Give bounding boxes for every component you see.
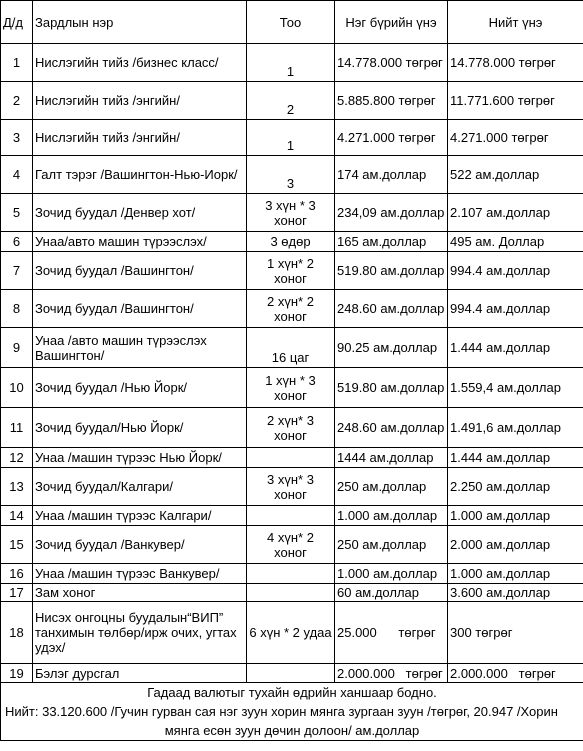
row-unit-price: 90.25 ам.доллар — [335, 328, 448, 368]
row-unit-price: 519.80 ам.доллар — [335, 252, 448, 290]
table-row — [1, 408, 583, 448]
row-number: 18 — [1, 602, 33, 664]
row-expense-name: Зам хоног — [33, 584, 247, 602]
row-expense-name: Унаа/авто машин түрээслэх/ — [33, 232, 247, 252]
row-expense-name: Бэлэг дурсгал — [33, 664, 247, 683]
row-quantity — [247, 506, 335, 526]
row-expense-name: Нислэгийн тийз /бизнес класс/ — [33, 44, 247, 82]
table-row — [1, 468, 583, 506]
row-expense-name: Галт тэрэг /Вашингтон-Нью-Иорк/ — [33, 156, 247, 194]
row-quantity: 3 — [247, 156, 335, 194]
row-number: 10 — [1, 368, 33, 408]
row-expense-name: Унаа /авто машин түрээслэх Вашингтон/ — [33, 328, 247, 368]
row-quantity — [247, 664, 335, 683]
grand-total-line-2: мянга есөн зуун дөчин долоон/ ам.доллар — [164, 723, 420, 738]
row-number: 9 — [1, 328, 33, 368]
row-number: 5 — [1, 194, 33, 232]
row-expense-name: Зочид буудал/Калгари/ — [33, 468, 247, 506]
row-quantity: 2 хүн* 3 хоног — [247, 408, 335, 448]
row-unit-price: 4.271.000 төгрөг — [335, 120, 448, 156]
row-total-price: 4.271.000 төгрөг — [448, 120, 583, 156]
row-unit-price: 1.000 ам.доллар — [335, 564, 448, 584]
table-row — [1, 526, 583, 564]
row-expense-name: Унаа /машин түрээс Ванкувер/ — [33, 564, 247, 584]
row-expense-name: Зочид буудал /Вашингтон/ — [33, 252, 247, 290]
grand-total-line-1: Нийт: 33.120.600 /Гучин гурван сая нэг зуун хорин мянга зургаан зуун /төгрөг, 20.947 /Хорин — [5, 704, 558, 719]
table-row — [1, 664, 583, 683]
row-number: 2 — [1, 82, 33, 120]
row-quantity: 6 хүн * 2 удаа — [247, 602, 335, 664]
row-total-price: 522 ам.доллар — [448, 156, 583, 194]
table-row — [1, 290, 583, 328]
row-unit-price: 519.80 ам.доллар — [335, 368, 448, 408]
table-row — [1, 44, 583, 82]
row-unit-price: 1.000 ам.доллар — [335, 506, 448, 526]
row-unit-price: 14.778.000 төгрөг — [335, 44, 448, 82]
row-quantity: 3 хүн * 3 хоног — [247, 194, 335, 232]
row-unit-price: 248.60 ам.доллар — [335, 408, 448, 448]
row-number: 4 — [1, 156, 33, 194]
row-total-price: 2.000.000 төгрөг — [448, 664, 583, 683]
row-quantity: 4 хүн* 2 хоног — [247, 526, 335, 564]
table-row — [1, 368, 583, 408]
table-row — [1, 506, 583, 526]
row-number: 7 — [1, 252, 33, 290]
table-row — [1, 584, 583, 602]
row-total-price: 1.444 ам.доллар — [448, 448, 583, 468]
row-total-price: 300 төгрөг — [448, 602, 583, 664]
row-total-price: 2.250 ам.доллар — [448, 468, 583, 506]
row-number: 3 — [1, 120, 33, 156]
row-quantity — [247, 564, 335, 584]
row-quantity — [247, 584, 335, 602]
table-footer — [1, 683, 583, 741]
row-total-price: 994.4 ам.доллар — [448, 290, 583, 328]
row-number: 11 — [1, 408, 33, 448]
row-total-price: 1.000 ам.доллар — [448, 506, 583, 526]
row-total-price: 1.000 ам.доллар — [448, 564, 583, 584]
table-row — [1, 82, 583, 120]
row-unit-price: 250 ам.доллар — [335, 468, 448, 506]
table-row — [1, 156, 583, 194]
row-number: 1 — [1, 44, 33, 82]
row-total-price: 1.491,6 ам.доллар — [448, 408, 583, 448]
table-row — [1, 564, 583, 584]
row-quantity: 2 — [247, 82, 335, 120]
row-total-price: 11.771.600 төгрөг — [448, 82, 583, 120]
header-quantity: Тоо — [247, 1, 335, 44]
header-number: Д/д — [1, 1, 33, 44]
row-unit-price: 5.885.800 төгрөг — [335, 82, 448, 120]
row-unit-price: 248.60 ам.доллар — [335, 290, 448, 328]
row-total-price: 994.4 ам.доллар — [448, 252, 583, 290]
row-quantity: 1 хүн * 3 хоног — [247, 368, 335, 408]
row-unit-price: 25.000 төгрөг — [335, 602, 448, 664]
row-number: 16 — [1, 564, 33, 584]
row-quantity — [247, 448, 335, 468]
currency-note: Гадаад валютыг тухайн өдрийн ханшаар бодно. — [147, 685, 437, 700]
table-row — [1, 252, 583, 290]
row-quantity: 16 цаг — [247, 328, 335, 368]
row-total-price: 1.559,4 ам.доллар — [448, 368, 583, 408]
table-row — [1, 602, 583, 664]
row-unit-price: 1444 ам.доллар — [335, 448, 448, 468]
row-expense-name: Нислэгийн тийз /энгийн/ — [33, 82, 247, 120]
row-total-price: 495 ам. Доллар — [448, 232, 583, 252]
row-expense-name: Зочид буудал /Нью Йорк/ — [33, 368, 247, 408]
row-unit-price: 174 ам.доллар — [335, 156, 448, 194]
row-unit-price: 2.000.000 төгрөг — [335, 664, 448, 683]
row-number: 8 — [1, 290, 33, 328]
header-expense-name: Зардлын нэр — [33, 1, 247, 44]
row-total-price: 2.107 ам.доллар — [448, 194, 583, 232]
row-number: 6 — [1, 232, 33, 252]
row-number: 12 — [1, 448, 33, 468]
table-row — [1, 232, 583, 252]
row-number: 17 — [1, 584, 33, 602]
row-expense-name: Нислэгийн тийз /энгийн/ — [33, 120, 247, 156]
row-quantity: 1 хүн* 2 хоног — [247, 252, 335, 290]
row-expense-name: Зочид буудал/Нью Йорк/ — [33, 408, 247, 448]
row-total-price: 2.000 ам.доллар — [448, 526, 583, 564]
row-expense-name: Нисэх онгоцны буудалын“ВИП” танхимын төлбөр/ирж очих, угтах удэх/ — [33, 602, 247, 664]
row-expense-name: Унаа /машин түрээс Калгари/ — [33, 506, 247, 526]
table-footer-row — [1, 683, 583, 741]
table-row — [1, 328, 583, 368]
row-expense-name: Унаа /машин түрээс Нью Йорк/ — [33, 448, 247, 468]
row-total-price: 1.444 ам.доллар — [448, 328, 583, 368]
row-total-price: 14.778.000 төгрөг — [448, 44, 583, 82]
row-expense-name: Зочид буудал /Вашингтон/ — [33, 290, 247, 328]
row-quantity: 2 хүн* 2 хоног — [247, 290, 335, 328]
row-quantity: 3 хүн* 3 хоног — [247, 468, 335, 506]
row-unit-price: 60 ам.доллар — [335, 584, 448, 602]
header-unit-price: Нэг бүрийн үнэ — [335, 1, 448, 44]
row-number: 19 — [1, 664, 33, 683]
row-quantity: 3 өдөр — [247, 232, 335, 252]
table-row — [1, 448, 583, 468]
table-header-row — [1, 1, 583, 44]
row-unit-price: 250 ам.доллар — [335, 526, 448, 564]
row-unit-price: 165 ам.доллар — [335, 232, 448, 252]
table-row — [1, 120, 583, 156]
row-number: 15 — [1, 526, 33, 564]
header-total-price: Нийт үнэ — [448, 1, 583, 44]
row-quantity: 1 — [247, 44, 335, 82]
row-quantity: 1 — [247, 120, 335, 156]
table-row — [1, 194, 583, 232]
row-number: 13 — [1, 468, 33, 506]
row-total-price: 3.600 ам.доллар — [448, 584, 583, 602]
row-number: 14 — [1, 506, 33, 526]
row-expense-name: Зочид буудал /Ванкувер/ — [33, 526, 247, 564]
row-unit-price: 234,09 ам.доллар — [335, 194, 448, 232]
row-expense-name: Зочид буудал /Денвер хот/ — [33, 194, 247, 232]
